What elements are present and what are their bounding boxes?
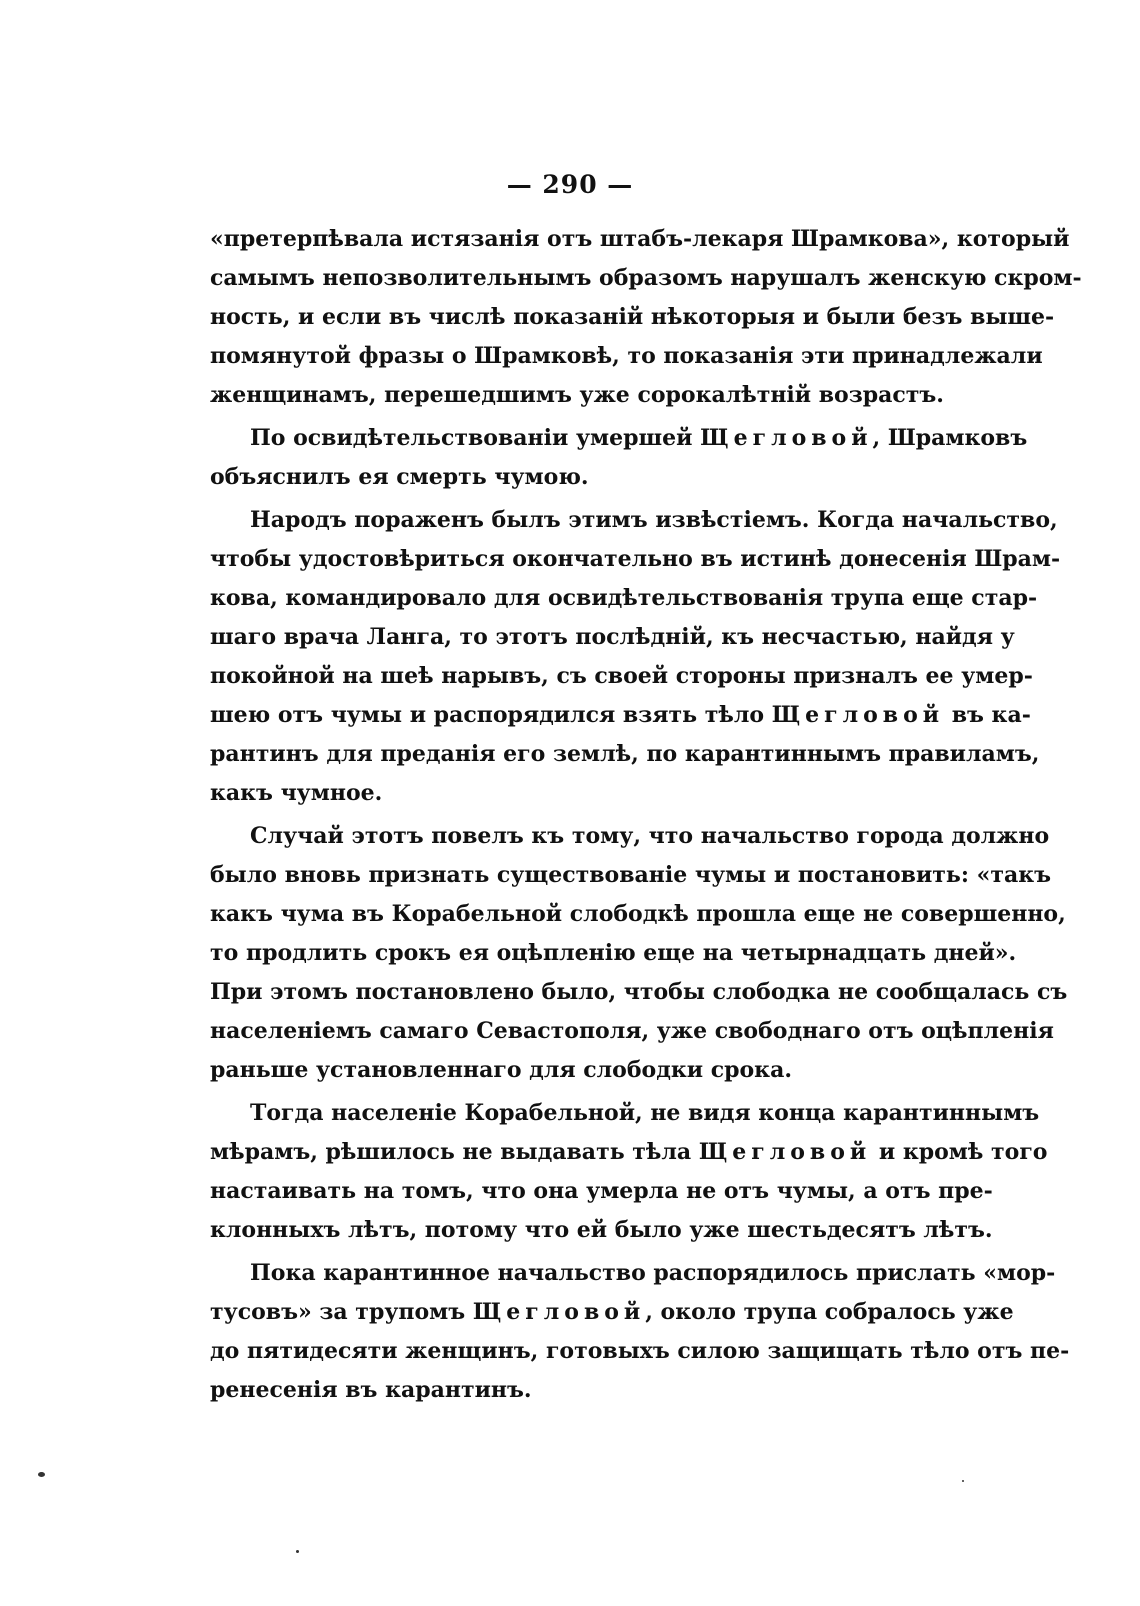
text-line: населеніемъ самаго Севастополя, уже свободнаго отъ оцѣпленія (210, 1018, 1054, 1044)
text-line: шаго врача Ланга, то этотъ послѣдній, къ несчастью, найдя у (210, 624, 1015, 650)
print-speck (962, 1480, 964, 1482)
text-line: настаивать на томъ, что она умерла не отъ чумы, а отъ пре- (210, 1178, 993, 1204)
spaced-name: Щегловой (771, 702, 945, 728)
text-line (210, 696, 1031, 735)
spaced-name: Щегловой (700, 425, 873, 451)
text-line: клонныхъ лѣтъ, потому что ей было уже шестьдесятъ лѣтъ. (210, 1217, 993, 1243)
text-line: самымъ непозволительнымъ образомъ нарушалъ женскую скром- (210, 265, 1082, 291)
text-line: Тогда населеніе Корабельной, не видя конца карантиннымъ (250, 1100, 1040, 1126)
text-line: При этомъ постановлено было, чтобы слободка не сообщалась съ (210, 979, 1068, 1005)
page-number: — 290 — (506, 170, 634, 199)
text-line: было вновь признать существованіе чумы и постановить: «такъ (210, 862, 1052, 888)
text-line (210, 1293, 1014, 1332)
text-line: помянутой фразы о Шрамковѣ, то показанія эти принадлежали (210, 343, 1043, 369)
text-line: женщинамъ, перешедшимъ уже сорокалѣтній возрастъ. (210, 382, 944, 408)
text-segment: , Шрамковъ (872, 425, 1028, 451)
paragraph (210, 419, 1028, 497)
text-line: чтобы удостовѣриться окончательно въ истинѣ донесенія Шрам- (210, 546, 1061, 572)
text-line: какъ чума въ Корабельной слободкѣ прошла еще не совершенно, (210, 901, 1066, 927)
text-line: то продлить срокъ ея оцѣпленію еще на четырнадцать дней». (210, 940, 1017, 966)
text-line: кова, командировало для освидѣтельствованія трупа еще стар- (210, 585, 1038, 611)
text-segment: шею отъ чумы и распорядился взять тѣло (210, 702, 772, 728)
text-line: ность, и если въ числѣ показаній нѣкоторыя и были безъ выше- (210, 304, 1055, 330)
spaced-name: Щегловой (698, 1139, 872, 1165)
text-line (210, 1133, 1048, 1172)
paragraph (210, 817, 1068, 1090)
text-line: Случай этотъ повелъ къ тому, что начальство города должно (250, 823, 1050, 849)
text-segment: въ ка- (944, 702, 1031, 728)
text-line: какъ чумное. (210, 780, 383, 806)
text-line: объяснилъ ея смерть чумою. (210, 464, 589, 490)
text-segment: , около трупа собралось уже (645, 1299, 1014, 1325)
paragraph (210, 501, 1061, 813)
body-text (210, 220, 1082, 1410)
text-segment: тусовъ» за трупомъ (210, 1299, 473, 1325)
text-line: покойной на шеѣ нарывъ, съ своей стороны призналъ ее умер- (210, 663, 1033, 689)
spaced-name: Щегловой (472, 1299, 646, 1325)
paragraph (210, 1094, 1048, 1250)
text-segment: По освидѣтельствованіи умершей (250, 425, 701, 451)
text-line (210, 419, 1028, 458)
print-speck (38, 1472, 45, 1477)
text-line: раньше установленнаго для слободки срока. (210, 1057, 792, 1083)
paragraph (210, 1254, 1070, 1410)
text-line: рантинъ для преданія его землѣ, по карантиннымъ правиламъ, (210, 741, 1040, 767)
text-line: ренесенія въ карантинъ. (210, 1377, 532, 1403)
text-line: Народъ пораженъ былъ этимъ извѣстіемъ. Когда начальство, (250, 507, 1058, 533)
text-segment: и кромѣ того (871, 1139, 1048, 1165)
text-line: до пятидесяти женщинъ, готовыхъ силою защищать тѣло отъ пе- (210, 1338, 1070, 1364)
text-line: «претерпѣвала истязанія отъ штабъ-лекаря Шрамкова», который (210, 226, 1070, 252)
paragraph (210, 220, 1082, 415)
text-line: Пока карантинное начальство распорядилось прислать «мор- (250, 1260, 1056, 1286)
print-speck (296, 1550, 299, 1553)
text-segment: мѣрамъ, рѣшилось не выдавать тѣла (210, 1139, 699, 1165)
